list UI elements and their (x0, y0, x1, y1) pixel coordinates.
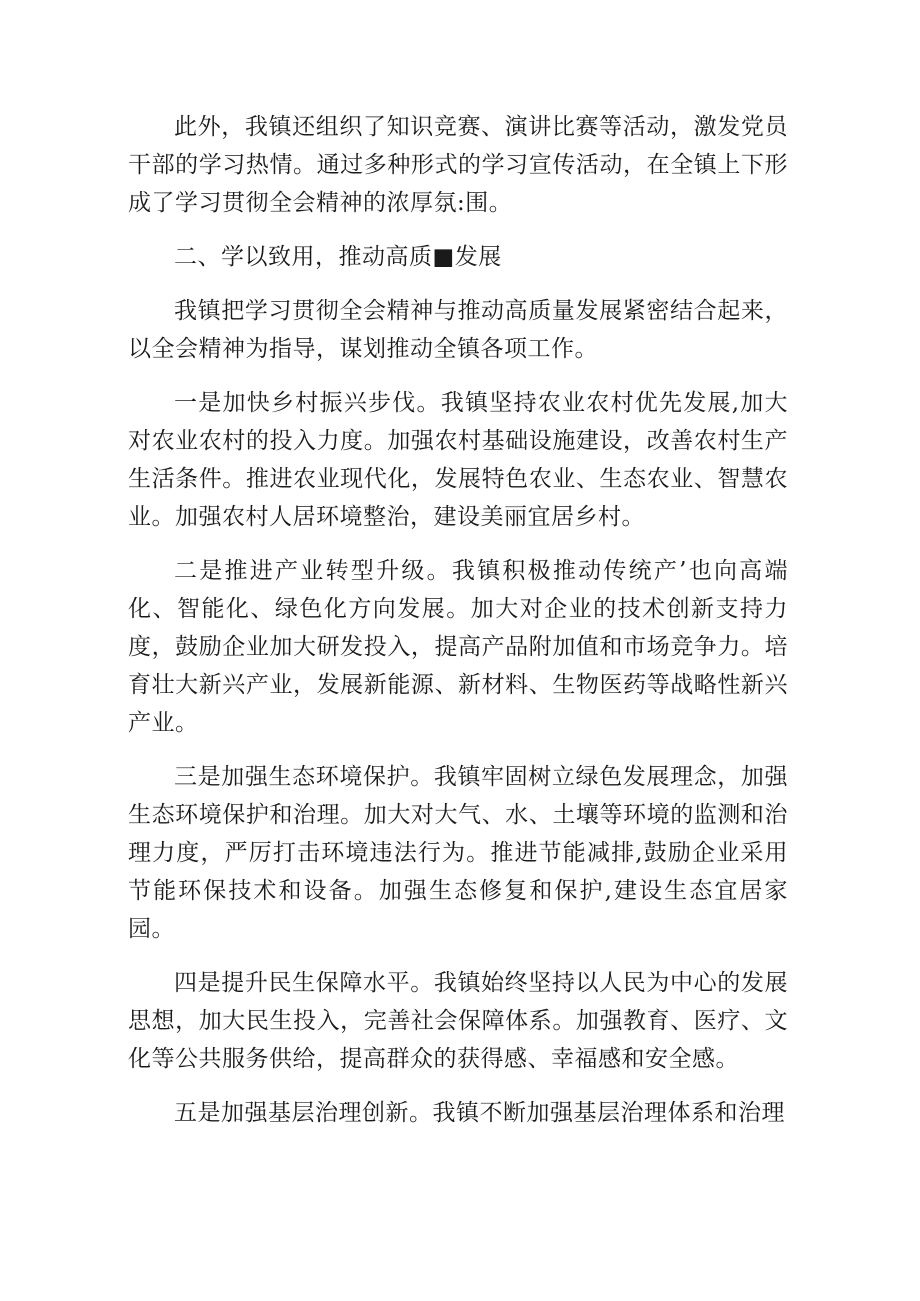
paragraph-rural-revitalization: 一是加快乡村振兴步伐。我镇坚持农业农村优先发展,加大对农业农村的投入力度。加强农村基础设施建设，改善农村生产生活条件。推进农业现代化，发展特色农业、生态农业、智慧农业。加强农村人居环境整治，建设美丽宜居乡村。 (128, 390, 788, 530)
paragraph-industry-upgrade: 二是推进产业转型升级。我镇积极推动传统产’也向高端化、智能化、绿色化方向发展。加大对企业的技术创新支持力度，鼓励企业加大研发投入，提高产品附加值和市场竞争力。培育壮大新兴产业，发展新能源、新材料、生物医药等战略性新兴产业。 (128, 558, 788, 736)
document-body (128, 108, 788, 1148)
paragraph-activities: 此外，我镇还组织了知识竞赛、演讲比赛等活动，激发党员干部的学习热情。通过多种形式的学习宣传活动，在全镇上下形成了学习贯彻全会精神的浓厚氛:围。 (128, 114, 788, 216)
paragraph-governance: 五是加强基层治理创新。我镇不断加强基层治理体系和治理 (174, 1100, 785, 1126)
paragraph-livelihood: 四是提升民生保障水平。我镇始终坚持以人民为中心的发展思想，加大民生投入，完善社会保障体系。加强教育、医疗、文化等公共服务供给，提高群众的获得感、幸福感和安全感。 (128, 970, 788, 1072)
paragraph-ecology: 三是加强生态环境保护。我镇牢固树立绿色发展理念，加强生态环境保护和治理。加大对大气、水、土壤等环境的监测和治理力度，严厉打击环境违法行为。推进节能减排,鼓励企业采用节能环保技术和设备。加强生态修复和保护,建设生态宜居家园。 (128, 764, 788, 942)
section-heading-2: 二、学以致用，推动高质■发展 (174, 244, 502, 270)
paragraph-intro: 我镇把学习贯彻全会精神与推动高质量发展紧密结合起来，以全会精神为指导，谋划推动全镇各项工作。 (128, 298, 788, 362)
